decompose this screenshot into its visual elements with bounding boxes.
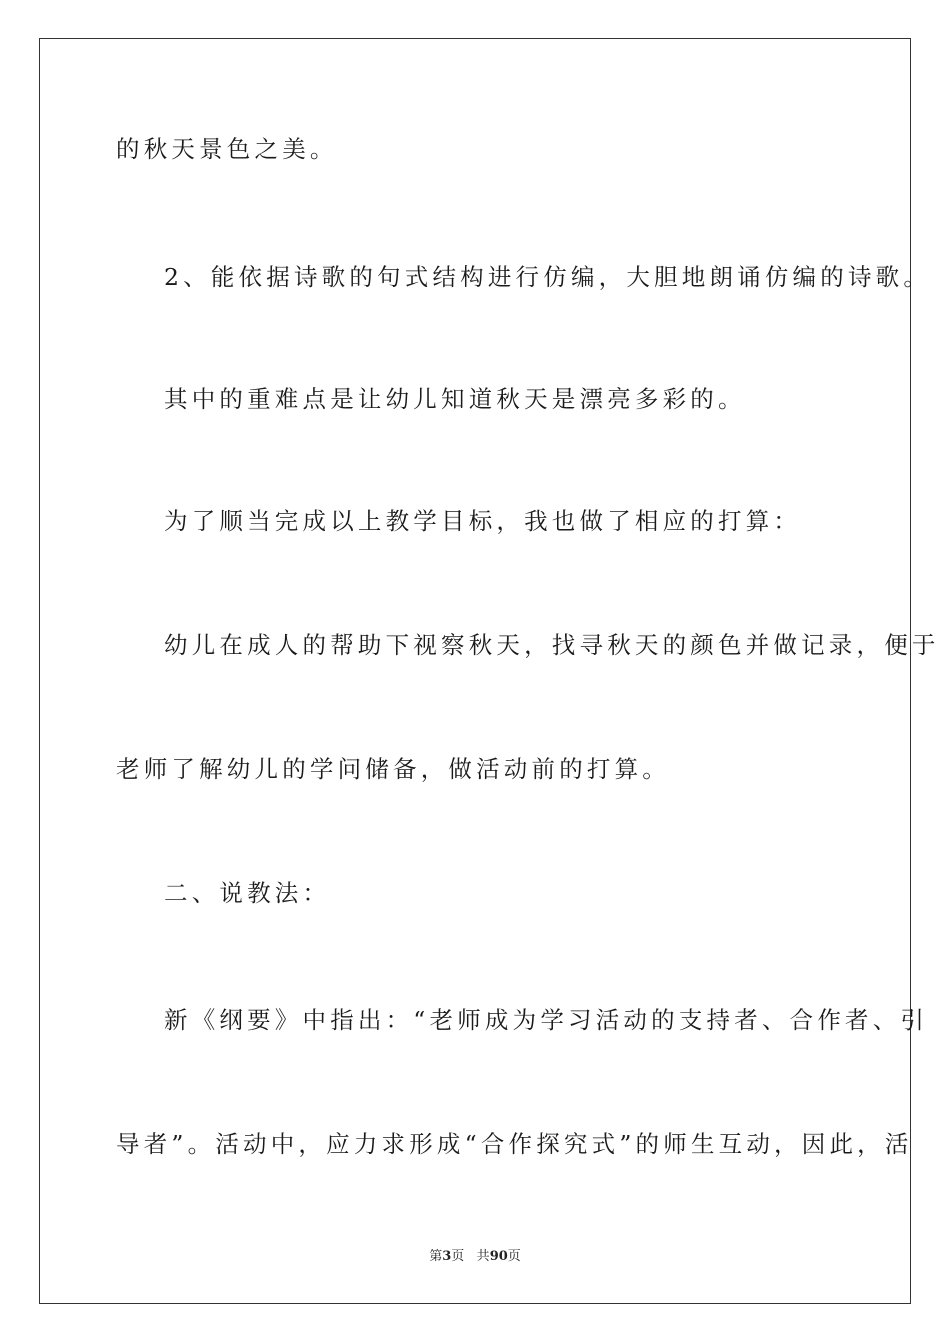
text-line: 幼儿在成人的帮助下视察秋天，找寻秋天的颜色并做记录，便于 bbox=[164, 631, 940, 659]
page-footer bbox=[0, 1248, 950, 1266]
page-prefix: 第 bbox=[429, 1249, 443, 1264]
total-pages-number: 90 bbox=[489, 1249, 508, 1264]
text-line: 新《纲要》中指出：“老师成为学习活动的支持者、合作者、引 bbox=[164, 1006, 929, 1034]
text-line: 为了顺当完成以上教学目标，我也做了相应的打算： bbox=[164, 507, 802, 535]
text-line: 其中的重难点是让幼儿知道秋天是漂亮多彩的。 bbox=[164, 385, 746, 413]
page-frame bbox=[39, 38, 911, 1304]
text-line: 2、能依据诗歌的句式结构进行仿编，大胆地朗诵仿编的诗歌。 bbox=[164, 263, 932, 291]
total-suffix: 页 bbox=[507, 1249, 521, 1264]
section-heading: 二、说教法： bbox=[164, 879, 331, 907]
text-line: 的秋天景色之美。 bbox=[116, 135, 338, 163]
current-page-number: 3 bbox=[442, 1249, 452, 1264]
text-line: 老师了解幼儿的学问储备，做活动前的打算。 bbox=[116, 755, 670, 783]
page-suffix: 页 bbox=[451, 1249, 465, 1264]
text-line: 导者”。活动中，应力求形成“合作探究式”的师生互动，因此，活 bbox=[116, 1130, 913, 1158]
total-prefix: 共 bbox=[476, 1249, 490, 1264]
